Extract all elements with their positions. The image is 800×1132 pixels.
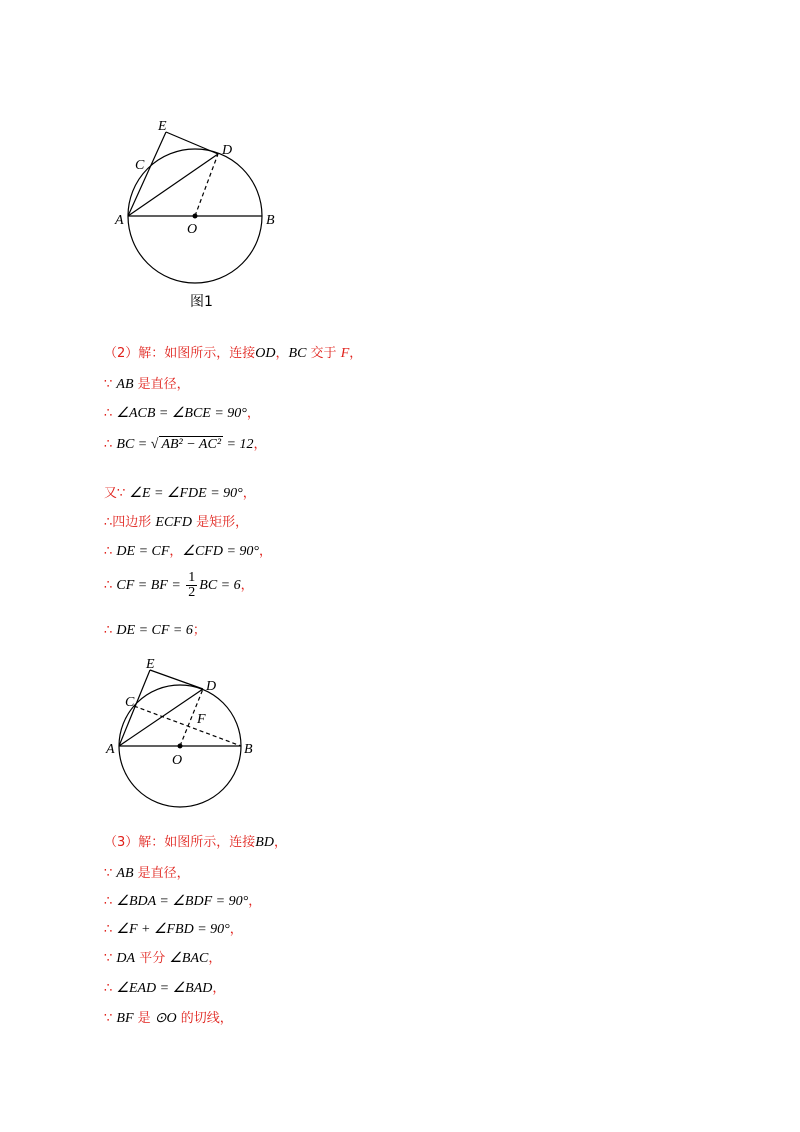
label-e: E — [146, 657, 155, 672]
figure-1-caption: 图1 — [190, 294, 213, 310]
text: （2）解：如图所示，连接 — [104, 346, 256, 361]
label-e: E — [158, 119, 167, 134]
part2-line-7 — [104, 540, 272, 560]
math: ∠EAD = ∠BAD — [116, 981, 213, 996]
segment-ed — [166, 132, 218, 154]
text: ∴四边形 — [104, 515, 156, 530]
text: 平分 — [135, 951, 170, 966]
text: ， — [253, 437, 267, 452]
segment-ed — [150, 670, 203, 689]
math: BC — [288, 346, 307, 361]
math: ECFD — [155, 515, 192, 530]
therefore-symbol: ∴ — [104, 894, 117, 909]
part2-line-4 — [104, 433, 267, 453]
text: 是 — [133, 1011, 155, 1026]
part3-line-3 — [104, 890, 261, 910]
label-b: B — [266, 213, 275, 228]
therefore-symbol: ∴ — [104, 922, 117, 937]
part2-line-3 — [104, 402, 260, 422]
text: 是直径， — [133, 866, 190, 881]
part3-line-2 — [104, 862, 190, 882]
math: ∠CFD = 90° — [182, 544, 260, 559]
part3-line-6 — [104, 977, 225, 997]
text: ， — [248, 894, 262, 909]
math: AB — [116, 866, 134, 881]
text: ， — [229, 922, 243, 937]
math: OD — [255, 346, 276, 361]
math: CF = BF = — [116, 578, 185, 593]
segment-od-dashed — [195, 154, 218, 216]
math: DE = CF = 6 — [116, 623, 193, 638]
text: ， — [169, 544, 183, 559]
part2-line-8 — [104, 571, 254, 600]
math: DE = CF — [116, 544, 170, 559]
part2-line-1 — [104, 342, 362, 362]
label-d: D — [206, 679, 217, 694]
math: DA — [116, 951, 136, 966]
text: ， — [349, 346, 363, 361]
part3-line-4 — [104, 918, 243, 938]
therefore-symbol: ∴ — [104, 578, 117, 593]
part2-line-9 — [104, 619, 206, 639]
label-c: C — [125, 695, 135, 710]
part2-line-6 — [104, 511, 248, 531]
label-f: F — [197, 712, 206, 727]
therefore-symbol: ∴ — [104, 544, 117, 559]
label-o: O — [172, 753, 183, 768]
text: ， — [240, 578, 254, 593]
therefore-symbol: ∴ — [104, 437, 117, 452]
math: F — [340, 346, 350, 361]
text: 是直径， — [133, 377, 190, 392]
text: ， — [242, 486, 256, 501]
math: BD — [255, 835, 274, 850]
figure-2-diagram — [100, 652, 270, 817]
part3-line-7 — [104, 1007, 233, 1027]
part3-line-5 — [104, 947, 221, 967]
math: = 12 — [223, 437, 254, 452]
fraction — [186, 571, 197, 600]
text: （3）解：如图所示，连接 — [104, 835, 256, 850]
therefore-symbol: ∴ — [104, 623, 117, 638]
figure-1-diagram — [100, 110, 300, 300]
math: ∠E = ∠FDE = 90° — [129, 486, 243, 501]
sqrt-content: AB² − AC² — [161, 437, 222, 452]
text: ； — [192, 623, 206, 638]
part2-line-5 — [104, 482, 256, 502]
text: ， — [275, 346, 289, 361]
text: ， — [246, 406, 260, 421]
denominator: 2 — [188, 585, 196, 600]
part2-line-2 — [104, 373, 190, 393]
label-d: D — [222, 143, 233, 158]
label-a: A — [115, 213, 124, 228]
math: BC = 6 — [199, 578, 241, 593]
label-o: O — [187, 222, 198, 237]
math: ⊙O — [154, 1011, 177, 1026]
because-symbol: ∵ — [104, 1011, 117, 1026]
math: ∠BAC — [169, 951, 209, 966]
label-c: C — [135, 158, 145, 173]
label-a: A — [106, 742, 115, 757]
center-dot — [178, 744, 183, 749]
text: 交于 — [306, 346, 341, 361]
because-symbol: ∵ — [104, 377, 117, 392]
text: 又∵ — [104, 486, 130, 501]
math: AB — [116, 377, 134, 392]
therefore-symbol: ∴ — [104, 406, 117, 421]
math: BF — [116, 1011, 134, 1026]
because-symbol: ∵ — [104, 951, 117, 966]
text: 是矩形， — [191, 515, 249, 530]
therefore-symbol: ∴ — [104, 981, 117, 996]
math: BC = — [116, 437, 151, 452]
part3-line-1 — [104, 831, 287, 851]
segment-ae — [119, 670, 150, 746]
sqrt-sign: √ — [150, 437, 159, 452]
text: ， — [212, 981, 226, 996]
numerator: 1 — [188, 570, 196, 585]
math: ∠BDA = ∠BDF = 90° — [116, 894, 249, 909]
math: ∠F + ∠FBD = 90° — [116, 922, 230, 937]
center-dot — [193, 214, 198, 219]
text: ， — [259, 544, 273, 559]
text: ， — [273, 835, 287, 850]
label-b: B — [244, 742, 253, 757]
because-symbol: ∵ — [104, 866, 117, 881]
text: ， — [208, 951, 222, 966]
text: 的切线， — [176, 1011, 233, 1026]
math: ∠ACB = ∠BCE = 90° — [116, 406, 247, 421]
